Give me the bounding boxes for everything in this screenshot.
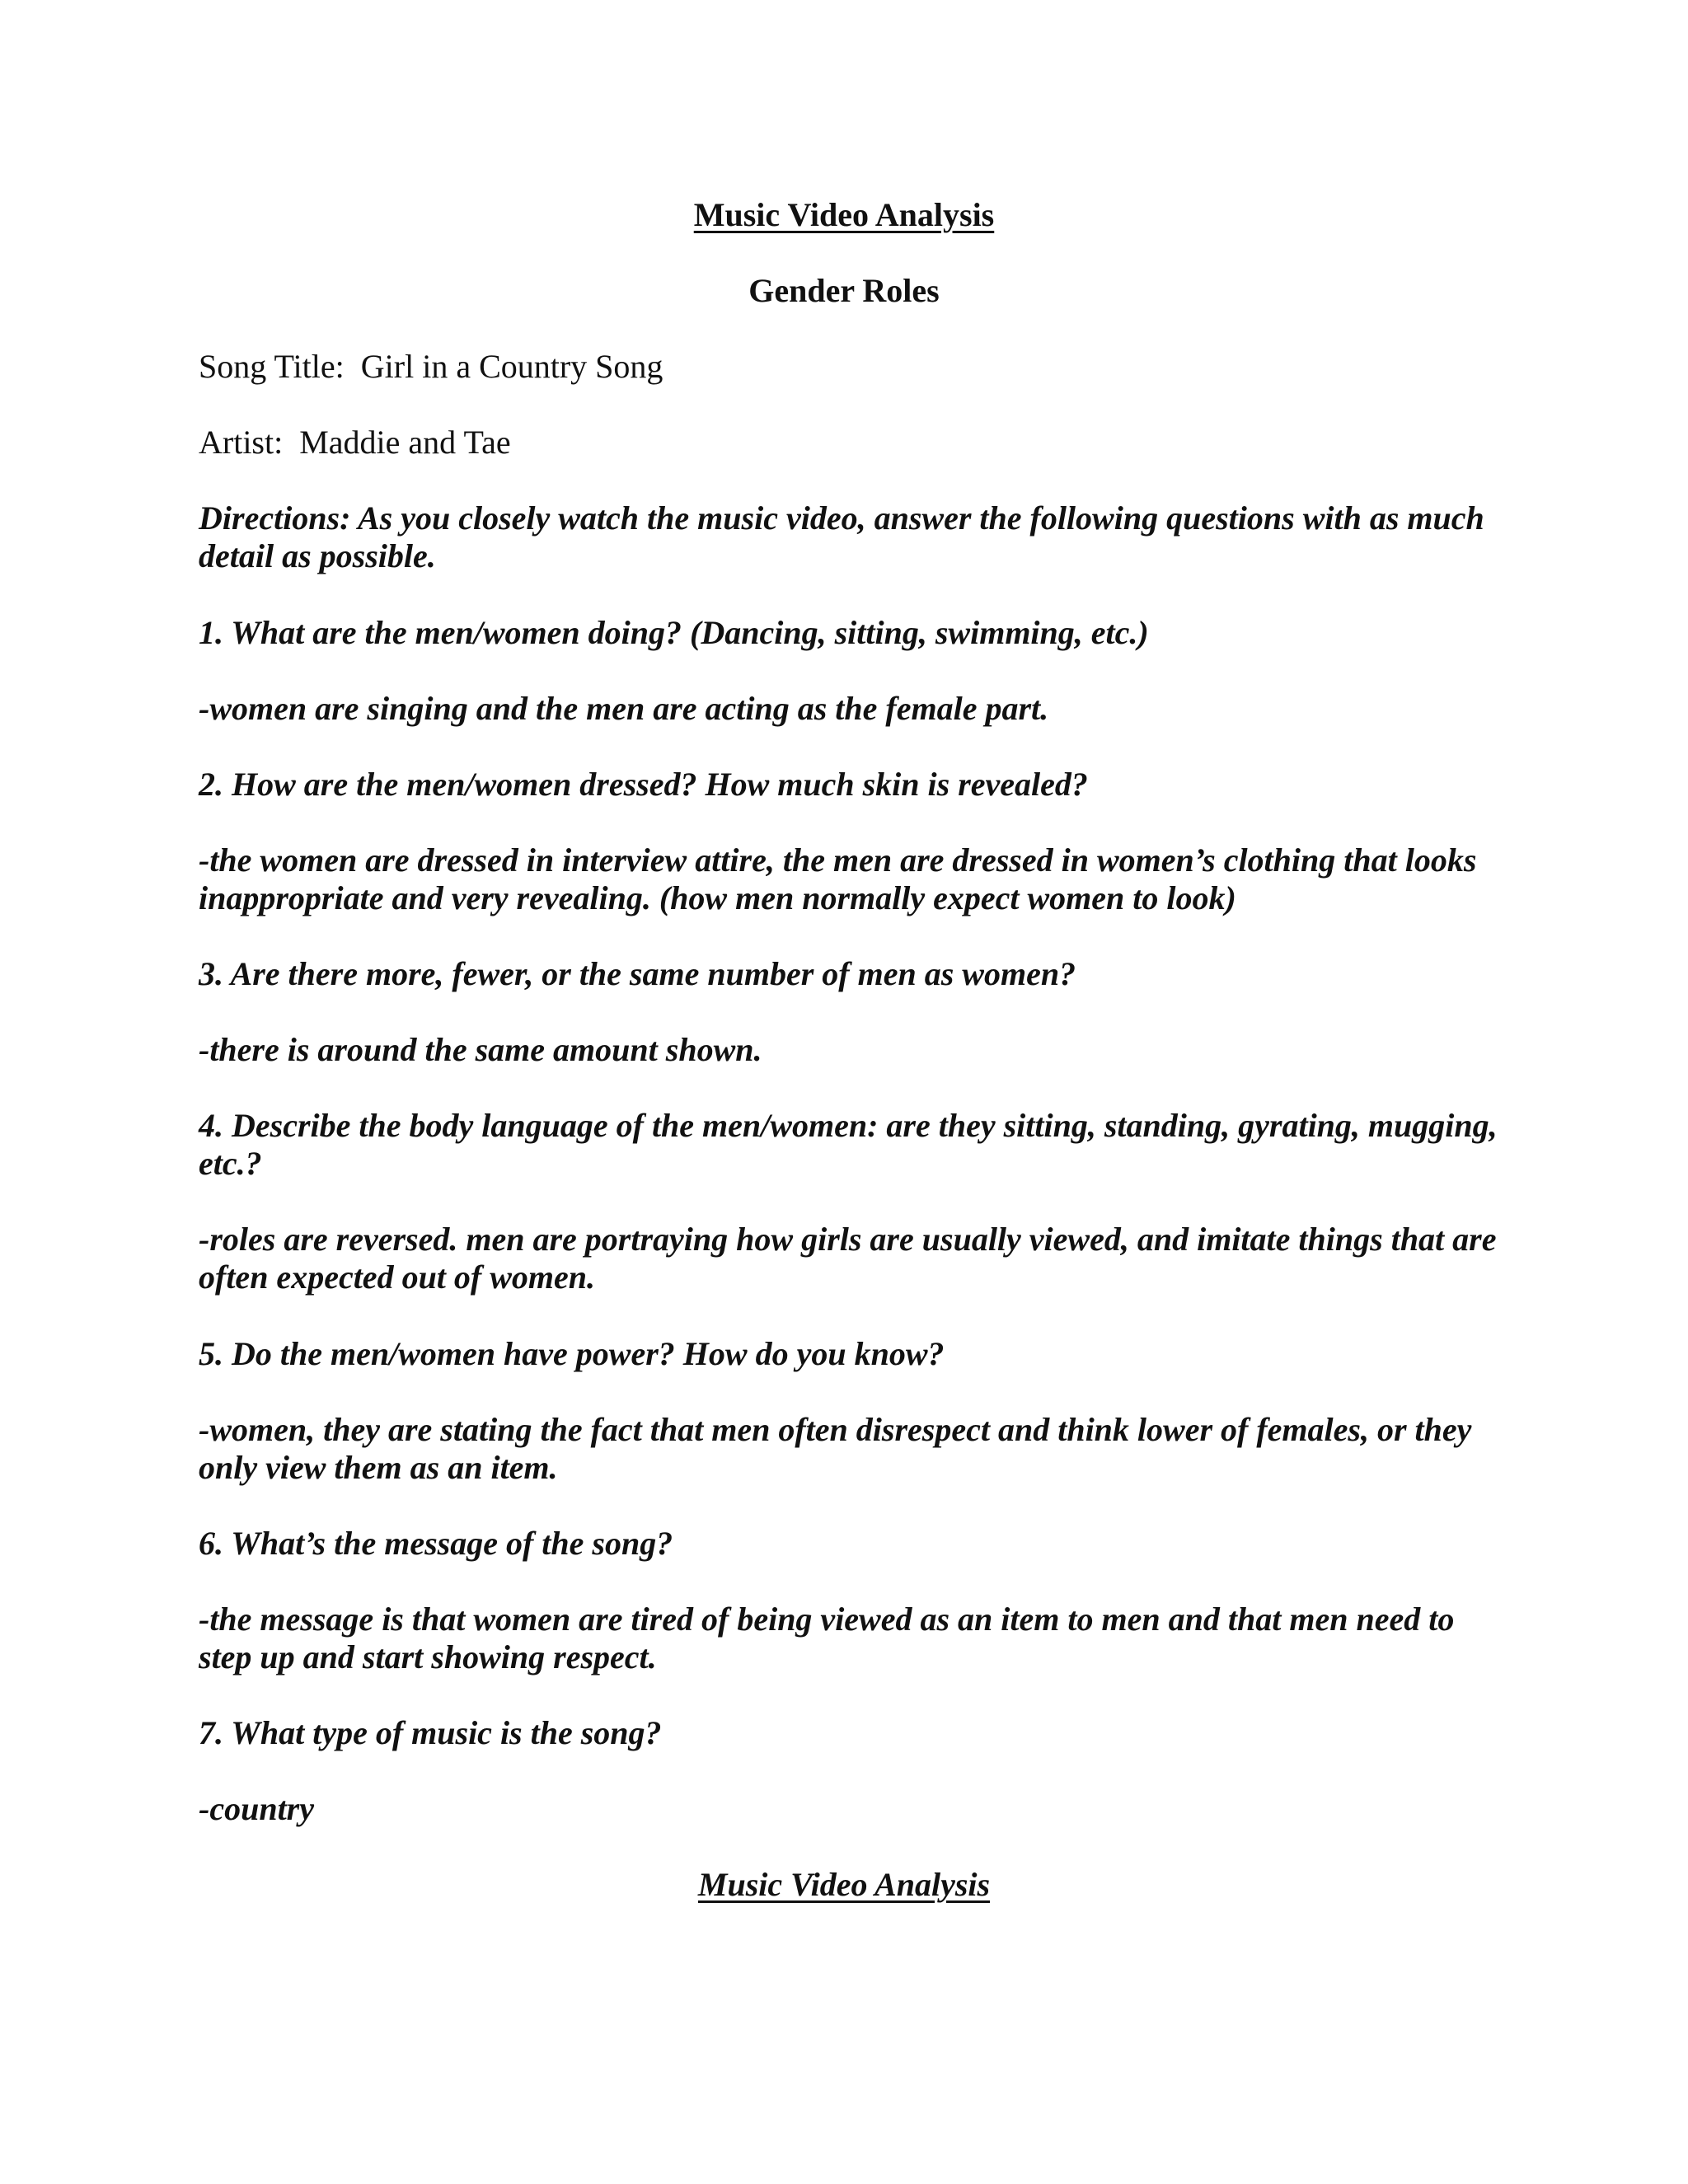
answer-4: -roles are reversed. men are portraying how girls are usually viewed, and imitate things that are often expected out of women.: [199, 1221, 1497, 1296]
page-title: Music Video Analysis: [693, 196, 995, 233]
song-title-value: Girl in a Country Song: [360, 348, 663, 385]
artist-label: Artist:: [199, 424, 284, 461]
answer-2: -the women are dressed in interview attire, the men are dressed in women’s clothing that looks inappropriate and very revealing. (how men normally expect women to look): [199, 841, 1477, 916]
artist-value: Maddie and Tae: [299, 424, 511, 461]
question-2: 2. How are the men/women dressed? How much skin is revealed?: [199, 766, 1088, 803]
answer-6: -the message is that women are tired of being viewed as an item to men and that men need to step up and start showing respect.: [199, 1601, 1455, 1675]
answer-3: -there is around the same amount shown.: [199, 1031, 762, 1068]
question-1: 1. What are the men/women doing? (Dancing, sitting, swimming, etc.): [199, 614, 1149, 651]
song-title-label: Song Title:: [199, 348, 345, 385]
question-6: 6. What’s the message of the song?: [199, 1525, 673, 1562]
question-3: 3. Are there more, fewer, or the same number of men as women?: [199, 955, 1076, 992]
question-5: 5. Do the men/women have power? How do you know?: [199, 1335, 945, 1372]
answer-5: -women, they are stating the fact that men often disrespect and think lower of females, or they only view them as an item.: [199, 1411, 1472, 1486]
directions: Directions: As you closely watch the music video, answer the following questions with as much detail as possible.: [199, 499, 1484, 574]
answer-1: -women are singing and the men are acting as the female part.: [199, 690, 1049, 727]
footer-title: Music Video Analysis: [697, 1866, 991, 1903]
answer-7: -country: [199, 1790, 314, 1827]
question-4: 4. Describe the body language of the men/women: are they sitting, standing, gyrating, mugging, etc.?: [199, 1107, 1498, 1182]
question-7: 7. What type of music is the song?: [199, 1714, 662, 1751]
song-title-line: [199, 348, 663, 386]
page-subtitle: Gender Roles: [748, 272, 940, 309]
artist-line: [199, 424, 511, 462]
